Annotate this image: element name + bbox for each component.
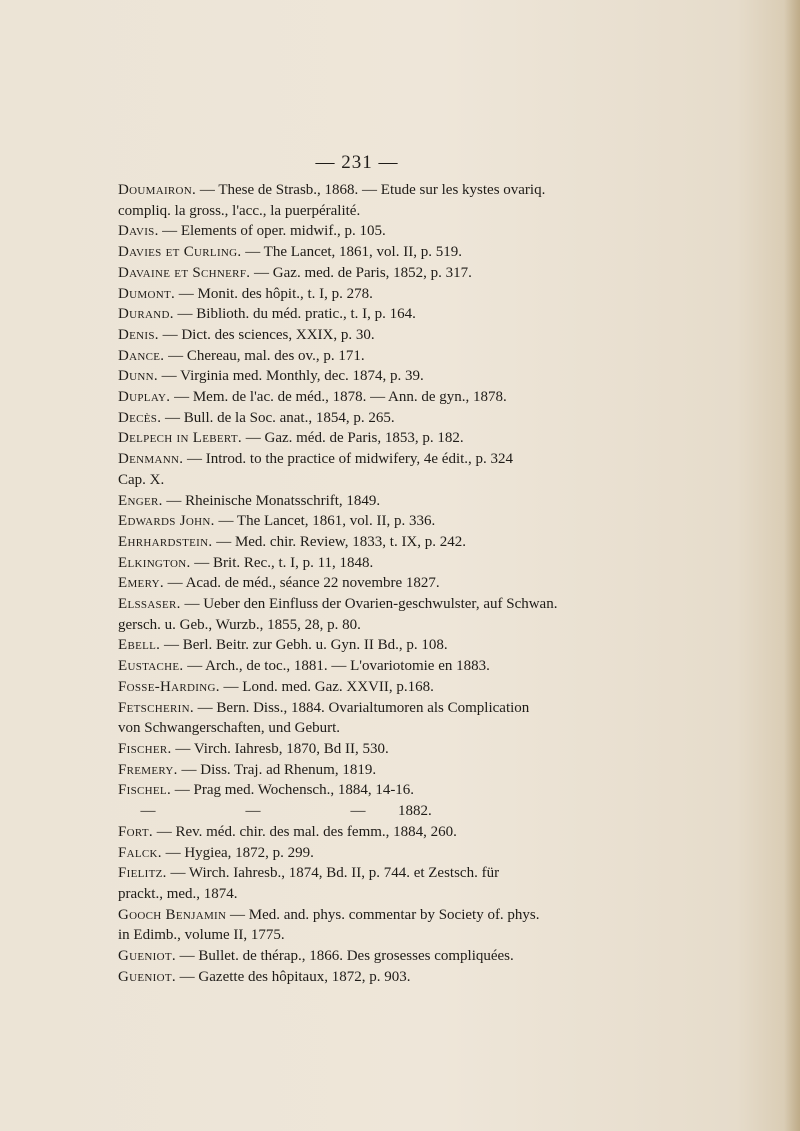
- entry-author: Fort.: [118, 823, 153, 840]
- bibliography-entry: [118, 408, 718, 429]
- page-number: — 231 —: [315, 152, 399, 173]
- bibliography-entry: [118, 698, 718, 719]
- entry-author: Falck.: [118, 844, 162, 861]
- bibliography-entry: [118, 242, 718, 263]
- page-edge-shadow: [784, 0, 800, 1131]
- entry-author: Dunn.: [118, 368, 158, 385]
- entry-author: Duplay.: [118, 389, 171, 406]
- entry-author: Elssaser.: [118, 596, 181, 613]
- entry-author: Denis.: [118, 326, 159, 343]
- entry-author: Davaine et Schnerf.: [118, 264, 251, 281]
- entry-text: — Chereau, mal. des ov., p. 171.: [164, 347, 365, 364]
- entry-author: Emery.: [118, 575, 164, 592]
- entry-text: — Bullet. de thérap., 1866. Des grosesses compliquées.: [175, 948, 514, 965]
- entry-text: — The Lancet, 1861, vol. II, p. 519.: [241, 244, 462, 261]
- entry-author: Dumont.: [118, 285, 176, 302]
- bibliography-entry: [118, 760, 718, 781]
- entry-text: — Virginia med. Monthly, dec. 1874, p. 39.: [157, 368, 424, 385]
- entry-author: Fielitz.: [118, 865, 167, 882]
- entry-author: Dance.: [118, 347, 165, 364]
- entry-text: — Rev. méd. chir. des mal. des femm., 1884, 260.: [152, 823, 457, 840]
- entry-continuation: in Edimb., volume II, 1775.: [118, 927, 285, 944]
- entry-author: Delpech in Lebert.: [118, 430, 242, 447]
- bibliography-entry: [118, 532, 718, 553]
- bibliography-entry: [118, 491, 718, 512]
- entry-author: Fischel.: [118, 782, 171, 799]
- entry-text: — Arch., de toc., 1881. — L'ovariotomie en 1883.: [183, 658, 490, 675]
- entry-text: — Berl. Beitr. zur Gebh. u. Gyn. II Bd., p. 108.: [160, 637, 448, 654]
- bibliography-entry: [118, 677, 718, 698]
- ditto-dash: —: [140, 803, 156, 820]
- entry-author: Ehrhardstein.: [118, 533, 213, 550]
- entry-text: — Bern. Diss., 1884. Ovarialtumoren als Complication: [193, 699, 530, 716]
- entry-text: — Gazette des hôpitaux, 1872, p. 903.: [175, 968, 411, 985]
- bibliography-entry: [118, 221, 718, 242]
- entry-text: — The Lancet, 1861, vol. II, p. 336.: [214, 513, 436, 530]
- entry-continuation: prackt., med., 1874.: [118, 885, 238, 902]
- bibliography-entry: [118, 284, 718, 305]
- ditto-dash: —: [245, 803, 261, 820]
- entry-author: Gueniot.: [118, 948, 176, 965]
- entry-text: — Monit. des hôpit., t. I, p. 278.: [175, 285, 373, 302]
- entry-author: Denmann.: [118, 451, 184, 468]
- ditto-dash: —: [350, 803, 366, 820]
- entry-text: — Brit. Rec., t. I, p. 11, 1848.: [190, 554, 374, 571]
- entry-continuation: Cap. X.: [118, 471, 165, 488]
- bibliography-entry: [118, 905, 718, 926]
- entry-author: Doumairon.: [118, 182, 197, 198]
- entry-text: — Acad. de méd., séance 22 novembre 1827.: [163, 575, 440, 592]
- entry-text: — Lond. med. Gaz. XXVII, p.168.: [219, 678, 434, 695]
- entry-author: Gooch Benjamin: [118, 906, 227, 923]
- entry-text: — Mem. de l'ac. de méd., 1878. — Ann. de gyn., 1878.: [170, 389, 507, 406]
- bibliography-entry: [118, 863, 718, 884]
- entry-text: — Med. chir. Review, 1833, t. IX, p. 242.: [212, 533, 467, 550]
- bibliography-entry: [118, 428, 718, 449]
- entry-text: — Dict. des sciences, XXIX, p. 30.: [158, 326, 375, 343]
- entry-text: — Hygiea, 1872, p. 299.: [161, 844, 314, 861]
- bibliography-entry: [118, 387, 718, 408]
- entry-author: Edwards John.: [118, 513, 215, 530]
- entry-author: Ebell.: [118, 637, 161, 654]
- entry-author: Enger.: [118, 492, 163, 509]
- entry-continuation: von Schwangerschaften, und Geburt.: [118, 720, 341, 737]
- entry-author: Fetscherin.: [118, 699, 194, 716]
- entry-author: Decès.: [118, 409, 162, 426]
- bibliography-entry: [118, 346, 718, 367]
- entry-text: — Biblioth. du méd. pratic., t. I, p. 164.: [173, 306, 416, 323]
- entry-text: — Ueber den Einfluss der Ovarien-geschwulster, auf Schwan.: [180, 596, 558, 613]
- entry-text: . — Elements of oper. midwif., p. 105.: [154, 223, 386, 240]
- bibliography-entry: [118, 780, 718, 801]
- entry-author: Eustache.: [118, 658, 184, 675]
- bibliography-entry: [118, 656, 718, 677]
- entry-author: Gueniot.: [118, 968, 176, 985]
- entry-text: — These de Strasb., 1868. — Etude sur les kystes ovariq.: [196, 182, 546, 198]
- entry-author: Fremery.: [118, 761, 178, 778]
- bibliography-entry: [118, 325, 718, 346]
- ditto-entry: [118, 801, 718, 822]
- bibliography-entry: [118, 967, 718, 988]
- entry-author: Fosse-Harding.: [118, 678, 220, 695]
- bibliography-entry: [118, 594, 718, 615]
- entry-continuation: gersch. u. Geb., Wurzb., 1855, 28, p. 80.: [118, 616, 361, 633]
- bibliography-entry: [118, 366, 718, 387]
- bibliography-entry: [118, 946, 718, 967]
- bibliography-list: [118, 180, 718, 987]
- bibliography-entry: [118, 573, 718, 594]
- entry-text: — Gaz. med. de Paris, 1852, p. 317.: [250, 264, 472, 281]
- entry-author: Fischer.: [118, 740, 172, 757]
- entry-author: Elkington.: [118, 554, 191, 571]
- entry-text: — Rheinische Monatsschrift, 1849.: [162, 492, 381, 509]
- entry-text: — Virch. Iahresb, 1870, Bd II, 530.: [171, 740, 389, 757]
- bibliography-entry: [118, 449, 718, 470]
- bibliography-entry: [118, 304, 718, 325]
- entry-text: — Gaz. méd. de Paris, 1853, p. 182.: [241, 430, 464, 447]
- bibliography-entry: [118, 263, 718, 284]
- entry-author: Davis: [118, 223, 155, 240]
- entry-text: — Prag med. Wochensch., 1884, 14-16.: [171, 782, 415, 799]
- bibliography-entry: [118, 635, 718, 656]
- entry-author: Durand.: [118, 306, 174, 323]
- bibliography-entry: [118, 739, 718, 760]
- bibliography-entry: [118, 180, 718, 201]
- entry-text: — Med. and. phys. commentar by Society of. phys.: [226, 906, 540, 923]
- entry-author: Davies et Curling.: [118, 244, 242, 261]
- entry-text: — Bull. de la Soc. anat., 1854, p. 265.: [161, 409, 395, 426]
- entry-continuation: compliq. la gross., l'acc., la puerpéralité.: [118, 202, 361, 219]
- bibliography-entry: [118, 822, 718, 843]
- entry-text: — Introd. to the practice of midwifery, 4e édit., p. 324: [183, 451, 514, 468]
- bibliography-entry: [118, 843, 718, 864]
- bibliography-entry: [118, 511, 718, 532]
- entry-text: — Wirch. Iahresb., 1874, Bd. II, p. 744. et Zestsch. für: [166, 865, 500, 882]
- bibliography-entry: [118, 553, 718, 574]
- entry-text: — Diss. Traj. ad Rhenum, 1819.: [177, 761, 377, 778]
- entry-text: 1882.: [398, 803, 432, 820]
